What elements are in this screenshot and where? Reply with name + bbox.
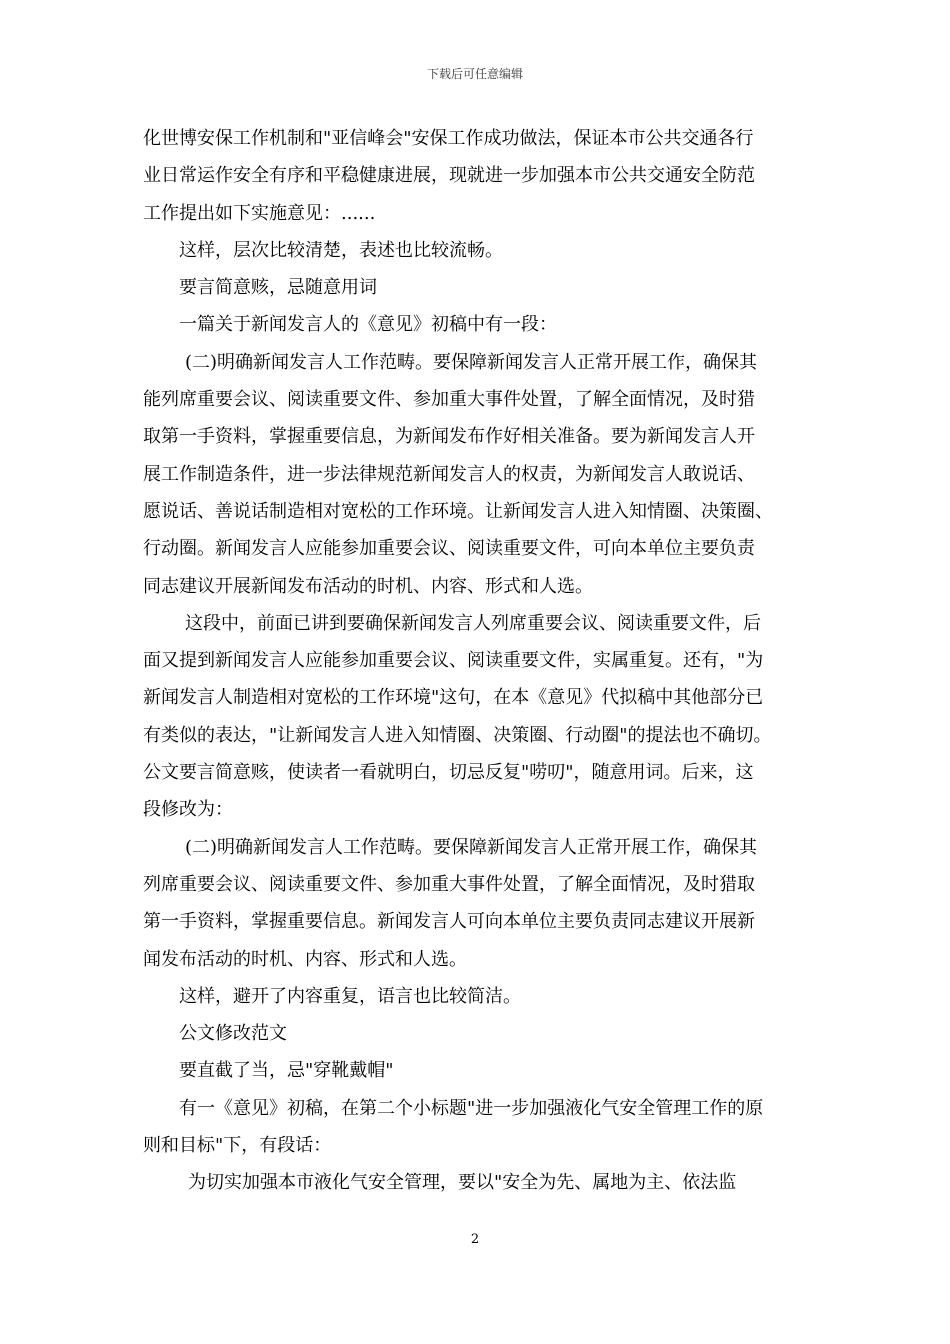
text-line: (二)明确新闻发言人工作范畴。要保障新闻发言人正常开展工作，确保其 — [185, 836, 758, 858]
text-line: 这样，层次比较清楚，表述也比较流畅。 — [179, 239, 503, 261]
text-line: 同志建议开展新闻发布活动的时机、内容、形式和人选。 — [143, 575, 593, 597]
page-number: 2 — [470, 1232, 480, 1247]
document-body — [143, 120, 807, 1202]
text-line: 公文要言简意赅，使读者一看就明白，切忌反复"唠叨"，随意用词。后来，这 — [143, 762, 754, 784]
paragraph — [143, 978, 807, 1015]
quoted-paragraph — [143, 1164, 807, 1201]
section-heading — [143, 1015, 807, 1052]
text-line: 则和目标"下，有段话： — [143, 1135, 332, 1157]
quoted-paragraph — [143, 344, 807, 605]
text-line: 一篇关于新闻发言人的《意见》初稿中有一段： — [179, 314, 557, 336]
text-line: 愿说话、善说话制造相对宽松的工作环境。让新闻发言人进入知情圈、决策圈、 — [143, 500, 773, 522]
text-line: 面又提到新闻发言人应能参加重要会议、阅读重要文件，实属重复。还有，"为 — [143, 650, 764, 672]
text-line: 有一《意见》初稿，在第二个小标题"进一步加强液化气安全管理工作的原 — [179, 1097, 764, 1119]
paragraph — [143, 1090, 807, 1165]
text-line: 为切实加强本市液化气安全管理，要以"安全为先、属地为主、依法监 — [188, 1172, 737, 1194]
text-line: 化世博安保工作机制和"亚信峰会"安保工作成功做法，保证本市公共交通各行 — [143, 128, 754, 149]
paragraph — [143, 605, 807, 829]
page-header: 下载后可任意编辑 — [426, 67, 523, 81]
text-line: 这样，避开了内容重复，语言也比较简洁。 — [179, 985, 521, 1007]
text-line: 要言简意赅，忌随意用词 — [179, 277, 377, 299]
text-line: 行动圈。新闻发言人应能参加重要会议、阅读重要文件，可向本单位主要负责 — [143, 538, 755, 560]
text-line: 列席重要会议、阅读重要文件、参加重大事件处置，了解全面情况，及时猎取 — [143, 873, 755, 895]
text-line: 公文修改范文 — [179, 1023, 287, 1045]
paragraph — [143, 232, 807, 269]
text-line: 段修改为： — [143, 799, 233, 821]
paragraph — [143, 306, 807, 343]
text-line: 这段中，前面已讲到要确保新闻发言人列席重要会议、阅读重要文件，后 — [185, 612, 761, 634]
paragraph — [143, 120, 807, 232]
section-heading — [143, 269, 807, 306]
text-line: 工作提出如下实施意见：...... — [143, 202, 376, 224]
text-line: 能列席重要会议、阅读重要文件、参加重大事件处置，了解全面情况，及时猎 — [143, 389, 755, 411]
text-line: 业日常运作安全有序和平稳健康进展，现就进一步加强本市公共交通安全防范 — [143, 165, 755, 187]
text-line: 要直截了当，忌"穿靴戴帽" — [179, 1060, 394, 1082]
text-line: 第一手资料，掌握重要信息。新闻发言人可向本单位主要负责同志建议开展新 — [143, 911, 755, 933]
text-line: 有类似的表达，"让新闻发言人进入知情圈、决策圈、行动圈"的提法也不确切。 — [143, 724, 772, 746]
text-line: 闻发布活动的时机、内容、形式和人选。 — [143, 948, 467, 970]
text-line: (二)明确新闻发言人工作范畴。要保障新闻发言人正常开展工作，确保其 — [185, 351, 758, 373]
quoted-paragraph — [143, 829, 807, 978]
section-heading — [143, 1052, 807, 1089]
text-line: 展工作制造条件，进一步法律规范新闻发言人的权责，为新闻发言人敢说话、 — [143, 463, 755, 485]
text-line: 取第一手资料，掌握重要信息，为新闻发布作好相关准备。要为新闻发言人开 — [143, 426, 755, 448]
text-line: 新闻发言人制造相对宽松的工作环境"这句，在本《意见》代拟稿中其他部分已 — [143, 687, 764, 709]
